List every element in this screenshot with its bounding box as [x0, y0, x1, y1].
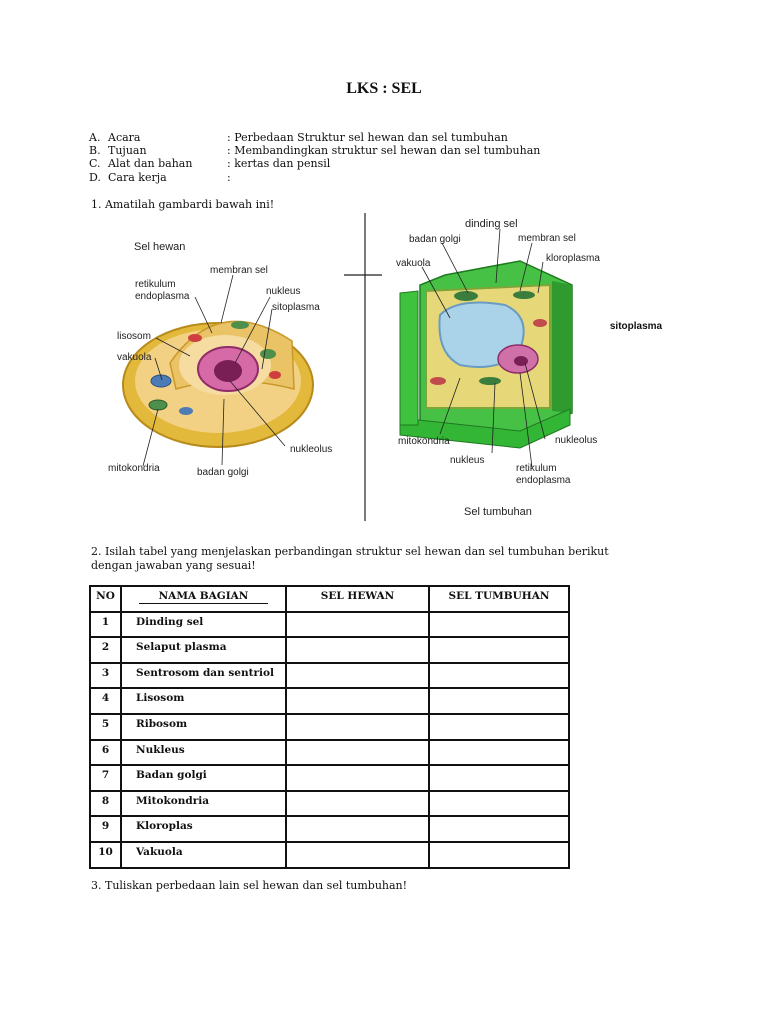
header-no: NO — [90, 586, 121, 612]
answer-cell-hewan[interactable] — [286, 714, 429, 740]
table-row: 7 Badan golgi — [90, 765, 569, 791]
answer-cell-hewan[interactable] — [286, 791, 429, 817]
label-mitokondria-hewan: mitokondria — [108, 463, 160, 474]
meta-row-acara: A. Acara : Perbedaan Struktur sel hewan dan sel tumbuhan — [89, 131, 508, 144]
answer-cell-tumbuhan[interactable] — [429, 714, 569, 740]
table-row: 6 Nukleus — [90, 740, 569, 766]
header-nama-bagian: NAMA BAGIAN — [121, 586, 286, 612]
label-sitoplasma-hewan: sitoplasma — [272, 302, 320, 313]
animal-cell-title: Sel hewan — [134, 241, 186, 253]
label-kloroplasma: kloroplasma — [546, 253, 600, 264]
animal-cell-illustration — [123, 321, 313, 447]
label-endoplasma-hewan: endoplasma — [135, 291, 190, 302]
label-nukleus-hewan: nukleus — [266, 286, 301, 297]
page-title: LKS : SEL — [346, 80, 422, 97]
table-row: 1 Dinding sel — [90, 612, 569, 638]
meta-row-alat: C. Alat dan bahan : kertas dan pensil — [89, 157, 331, 171]
answer-cell-tumbuhan[interactable] — [429, 765, 569, 791]
label-lisosom: lisosom — [117, 331, 151, 342]
table-row: 3 Sentrosom dan sentriol — [90, 663, 569, 689]
answer-cell-tumbuhan[interactable] — [429, 688, 569, 714]
answer-cell-tumbuhan[interactable] — [429, 637, 569, 663]
label-badan-golgi-tumbuhan: badan golgi — [409, 234, 461, 245]
answer-cell-hewan[interactable] — [286, 842, 429, 868]
label-nukleolus-tumbuhan: nukleolus — [555, 435, 598, 446]
activity-info — [89, 131, 540, 184]
meta-row-cara-kerja: D. Cara kerja : — [89, 170, 231, 184]
question-1: 1. Amatilah gambardi bawah ini! — [91, 198, 275, 211]
label-dinding-sel: dinding sel — [465, 218, 518, 230]
label-retikulum-hewan: retikulum — [135, 279, 176, 290]
answer-cell-hewan[interactable] — [286, 688, 429, 714]
question-3: 3. Tuliskan perbedaan lain sel hewan dan sel tumbuhan! — [91, 879, 408, 892]
label-membran-sel-tumbuhan: membran sel — [518, 233, 576, 244]
comparison-table — [89, 585, 570, 869]
table-row: 5 Ribosom — [90, 714, 569, 740]
label-endoplasma-tumbuhan: endoplasma — [516, 475, 571, 486]
answer-cell-tumbuhan[interactable] — [429, 612, 569, 638]
answer-cell-tumbuhan[interactable] — [429, 791, 569, 817]
header-sel-hewan: SEL HEWAN — [286, 586, 429, 612]
plant-cell-title: Sel tumbuhan — [464, 506, 532, 518]
table-row: 4 Lisosom — [90, 688, 569, 714]
header-sel-tumbuhan: SEL TUMBUHAN — [429, 586, 569, 612]
table-row: 8 Mitokondria — [90, 791, 569, 817]
label-vakuola-hewan: vakuola — [117, 352, 152, 363]
label-nukleolus-hewan: nukleolus — [290, 444, 333, 455]
label-retikulum-tumbuhan: retikulum — [516, 463, 557, 474]
question-2: 2. Isilah tabel yang menjelaskan perbandingan struktur sel hewan dan sel tumbuhan berikut dengan jawaban yang sesuai! — [91, 545, 609, 572]
answer-cell-tumbuhan[interactable] — [429, 842, 569, 868]
answer-cell-hewan[interactable] — [286, 637, 429, 663]
label-mitokondria-tumbuhan: mitokondria — [398, 436, 450, 447]
table-row: 2 Selaput plasma — [90, 637, 569, 663]
table-row: 9 Kloroplas — [90, 816, 569, 842]
label-membran-sel-hewan: membran sel — [210, 265, 268, 276]
table-header-row — [90, 586, 569, 612]
answer-cell-tumbuhan[interactable] — [429, 816, 569, 842]
label-nukleus-tumbuhan: nukleus — [450, 455, 485, 466]
label-badan-golgi-hewan: badan golgi — [197, 467, 249, 478]
meta-row-tujuan: B. Tujuan : Membandingkan struktur sel hewan dan sel tumbuhan — [89, 144, 541, 158]
answer-cell-hewan[interactable] — [286, 663, 429, 689]
answer-cell-hewan[interactable] — [286, 612, 429, 638]
cell-diagram — [100, 213, 639, 523]
answer-cell-tumbuhan[interactable] — [429, 663, 569, 689]
answer-cell-tumbuhan[interactable] — [429, 740, 569, 766]
answer-cell-hewan[interactable] — [286, 765, 429, 791]
table-row: 10 Vakuola — [90, 842, 569, 868]
answer-cell-hewan[interactable] — [286, 816, 429, 842]
label-sitoplasma-tumbuhan: sitoplasma — [600, 308, 672, 345]
answer-cell-hewan[interactable] — [286, 740, 429, 766]
plant-cell-illustration — [400, 261, 572, 448]
label-vakuola-tumbuhan: vakuola — [396, 258, 431, 269]
